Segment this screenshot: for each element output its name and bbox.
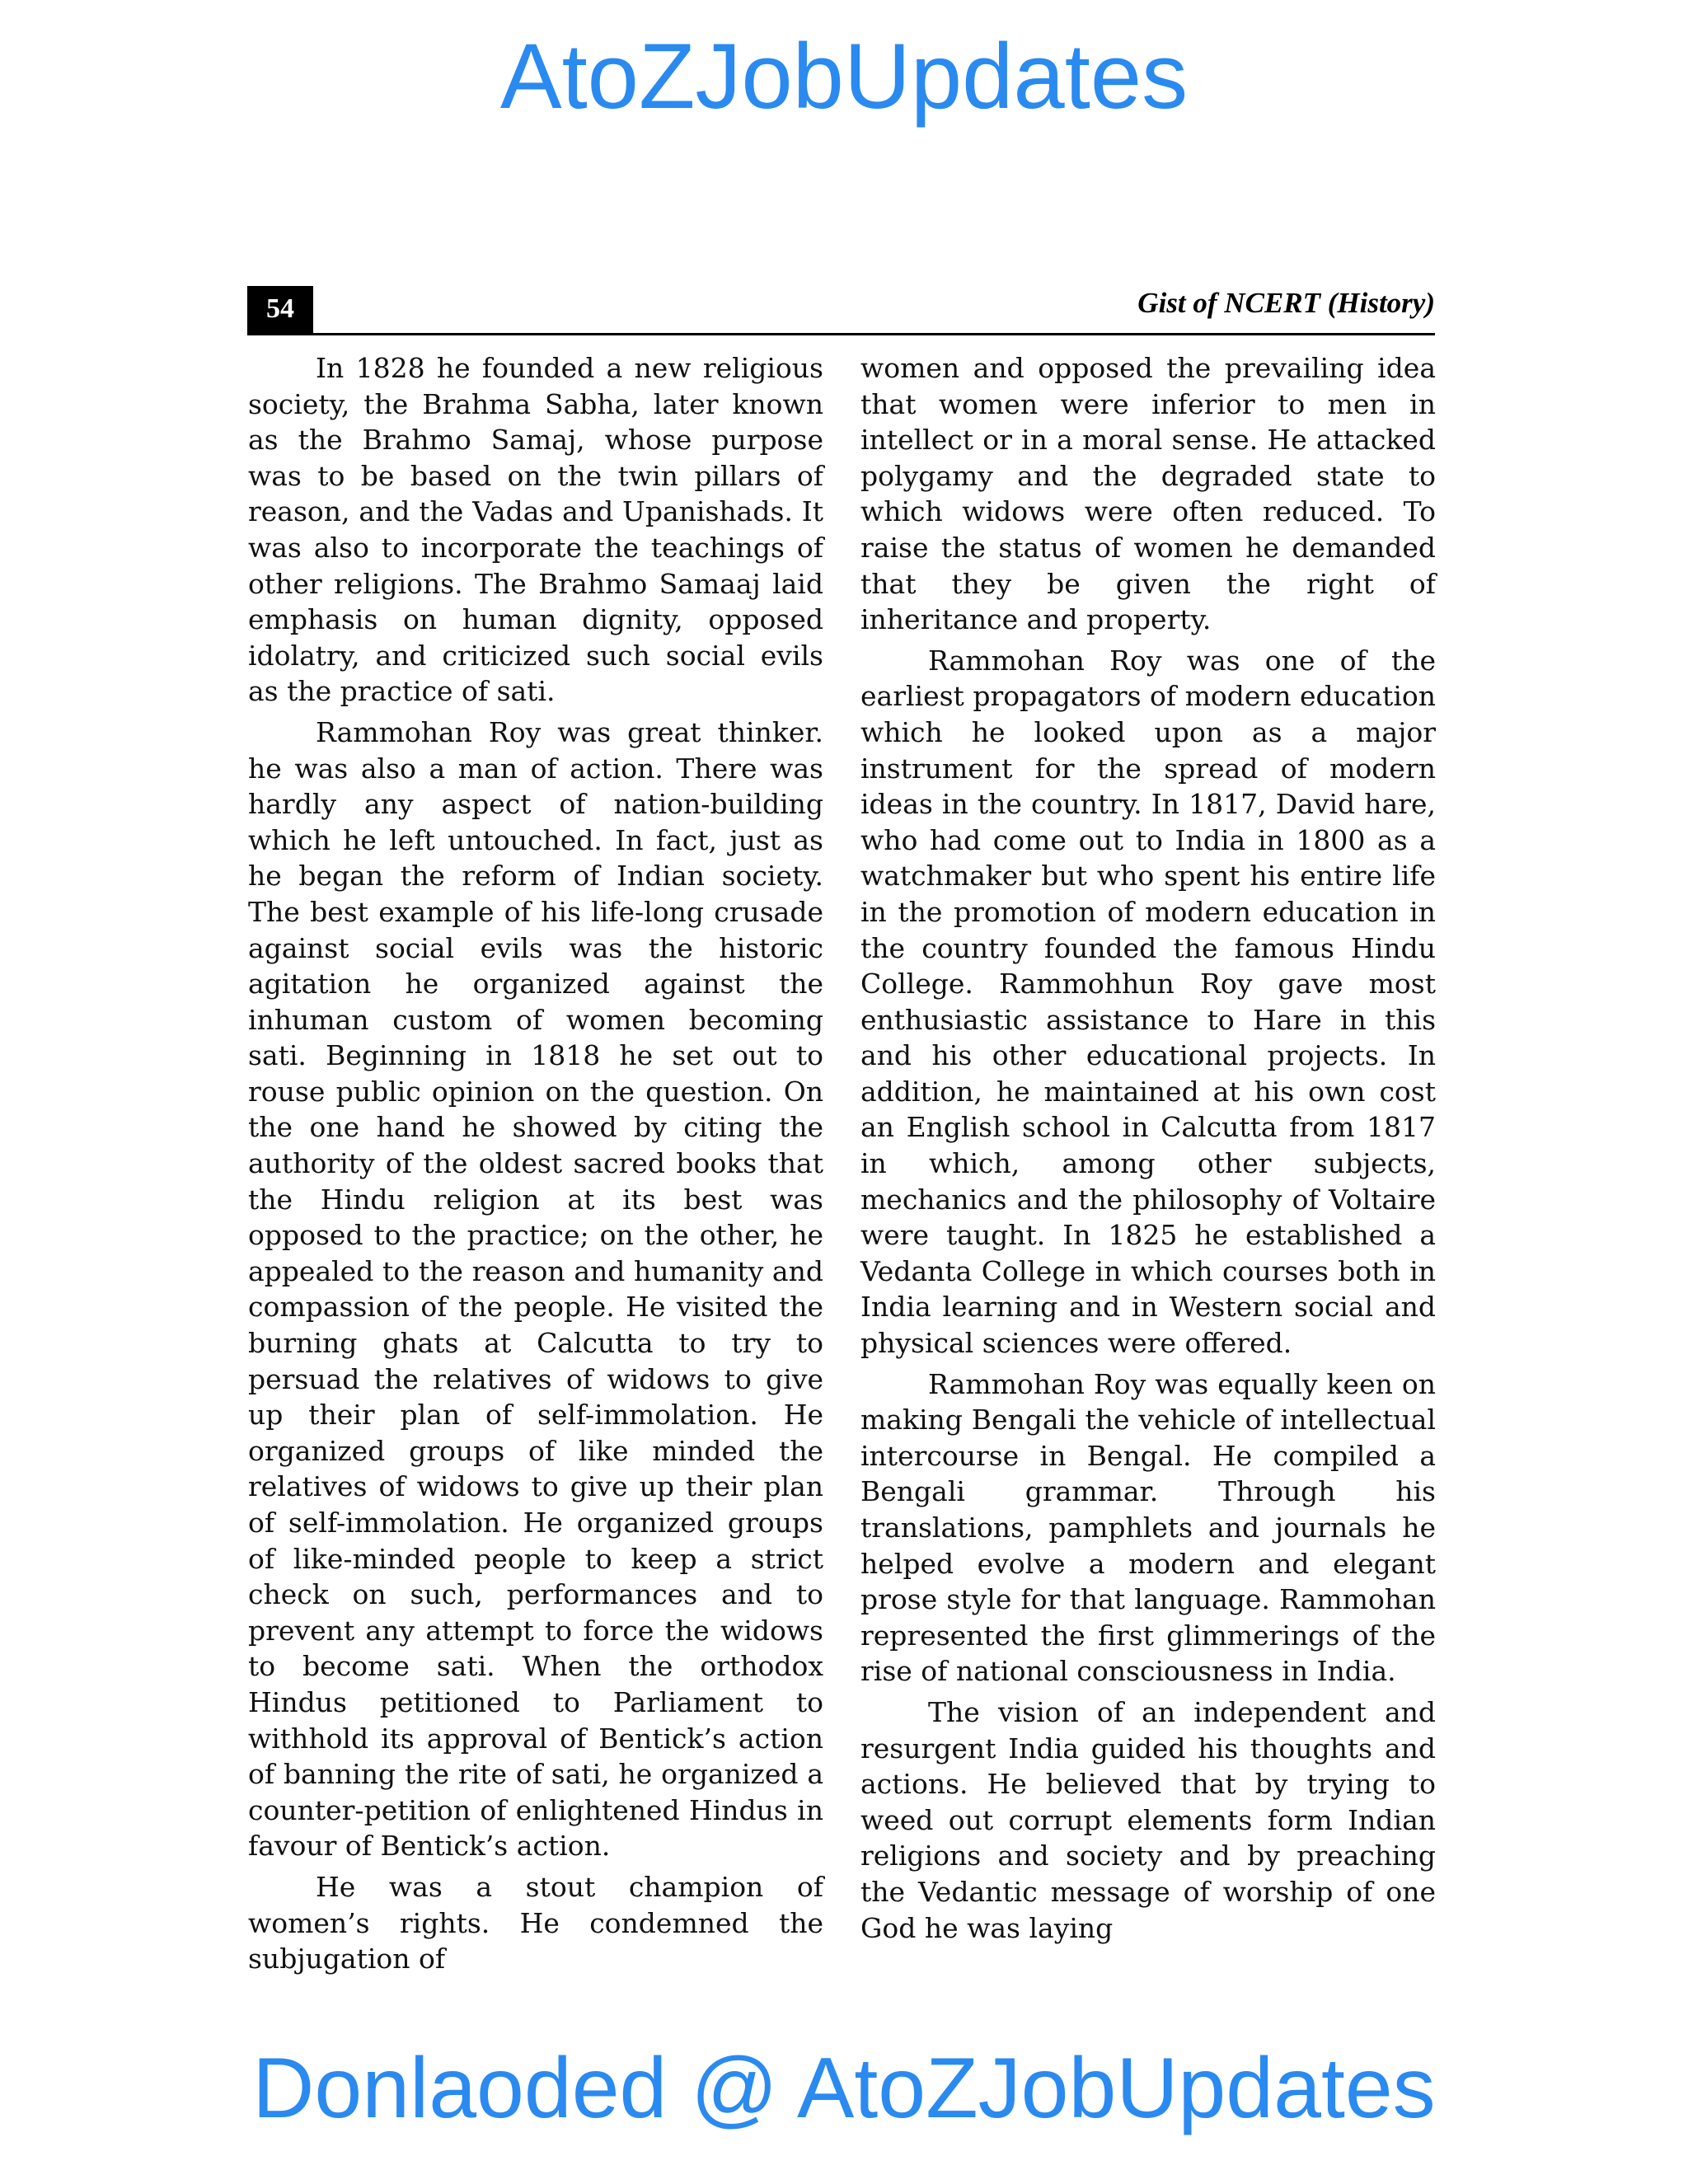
paragraph: Rammohan Roy was one of the earliest propagators of modern education which he looked upon as a major instrument for the spread of modern ideas in the country. In 1817, David hare, who had come out to India in 1800 as a watchmaker but who spent his entire life in the promotion of modern education in the country founded the famous Hindu College. Rammohhun Roy gave most enthusiastic assistance to Hare in this and his other educational projects. In addition, he maintained at his own cost an English school in Calcutta from 1817 in which, among other subjects, mechanics and the philosophy of Voltaire were taught. In 1825 he established a Vedanta College in which courses both in India learning and in Western social and physical sciences were offered.: [860, 644, 1436, 1360]
paragraph: Rammohan Roy was great thinker. he was also a man of action. There was hardly any aspect of nation-building which he left untouched. In fact, just as he began the reform of Indian society. The best example of his life-long crusade against social evils was the historic agitation he organized against the inhuman custom of women becoming sati. Beginning in 1818 he set out to rouse public opinion on the question. On the one hand he showed by citing the authority of the oldest sacred books that the Hindu religion at its best was opposed to the practice; on the other, he appealed to the reason and humanity and compassion of the people. He visited the burning ghats at Calcutta to try to persuad the relatives of widows to give up their plan of self-immolation. He organized groups of like minded the relatives of widows to give up their plan of self-immolation. He organized groups of like-minded people to keep a strict check on such, performances and to prevent any attempt to force the widows to become sati. When the orthodox Hindus petitioned to Parliament to withhold its approval of Bentick’s action of banning the rite of sati, he organized a counter-petition of enlightened Hindus in favour of Bentick’s action.: [248, 715, 823, 1863]
header-rule: [247, 333, 1435, 335]
paragraph-continuation: women and opposed the prevailing idea that women were inferior to men in intellect or in a moral sense. He attacked polygamy and the degraded state to which widows were often reduced. To raise the status of women he demanded that they be given the right of inheritance and property.: [860, 352, 1436, 636]
page-number: 54: [247, 286, 313, 335]
paragraph: He was a stout champion of women’s rights. He condemned the subjugation of: [248, 1870, 823, 1975]
paragraph: The vision of an independent and resurgent India guided his thoughts and actions. He believed that by trying to weed out corrupt elements form Indian religions and society and by preaching the Vedantic message of worship of one God he was laying: [860, 1695, 1436, 1944]
watermark-top: AtoZJobUpdates: [499, 25, 1189, 128]
paragraph: Rammohan Roy was equally keen on making Bengali the vehicle of intellectual intercourse in Bengal. He compiled a Bengali grammar. Through his translations, pamphlets and journals he helped evolve a modern and elegant prose style for that language. Rammohan represented the first glimmerings of the rise of national consciousness in India.: [860, 1367, 1436, 1688]
right-column: [860, 350, 1436, 1951]
left-column: [248, 350, 823, 1982]
paragraph: In 1828 he founded a new religious society, the Brahma Sabha, later known as the Brahmo Samaj, whose purpose was to be based on the twin pillars of reason, and the Vadas and Upanishads. It was also to incorporate the teachings of other religions. The Brahmo Samaaj laid emphasis on human dignity, opposed idolatry, and criticized such social evils as the practice of sati.: [248, 352, 823, 708]
running-title: Gist of NCERT (History): [1137, 287, 1435, 319]
watermark-bottom: Donlaoded @ AtoZJobUpdates: [252, 2041, 1436, 2136]
